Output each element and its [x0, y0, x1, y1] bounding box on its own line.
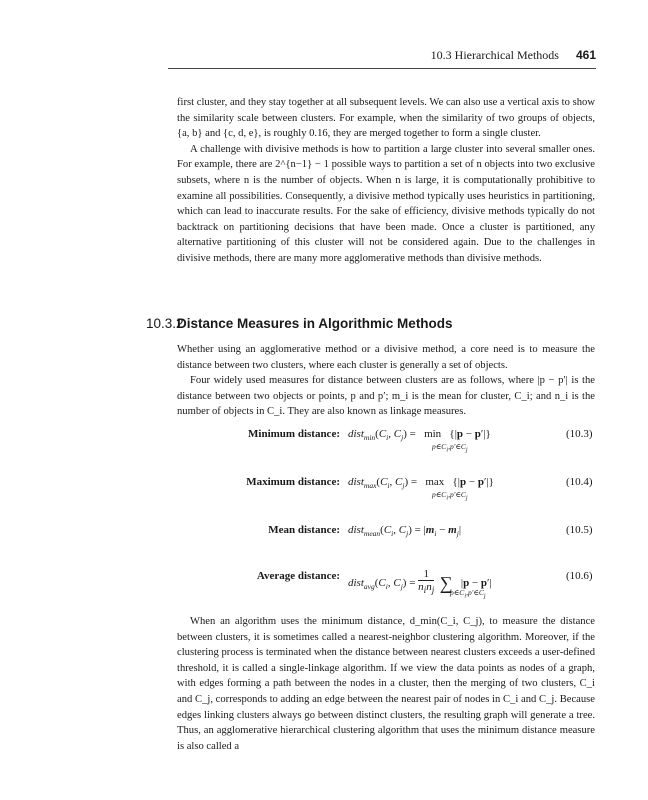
intro-text: [177, 95, 595, 267]
paragraph-3: Whether using an agglomerative method or a divisive method, a core need is to measure the distance between two clusters, where each cluster is generally a set of objects.: [177, 344, 595, 371]
header-section: 10.3 Hierarchical Methods: [430, 48, 559, 62]
section-number: 10.3.2: [146, 316, 184, 331]
paragraph-2: A challenge with divisive methods is how to partition a large cluster into several smaller ones. For example, there are 2^{n−1} − 1 possible ways to partition a set of n objects into two exclusive subsets, where n is the number of objects. When n is large, it is computationally prohibitive to examine all possibilities. Consequently, a divisive method typically uses heuristics in partitioning, which can lead to inaccurate results. For the sake of efficiency, divisive methods typically do not backtrack on partitioning decisions that have been made. Once a cluster is partitioned, any alternative partitioning of this cluster will not be considered again. Due to the challenges in divisive methods, there are many more agglomerative methods than divisive methods.: [177, 143, 595, 264]
eq-label-mean: Mean distance:: [268, 524, 340, 536]
eq-label-min: Minimum distance:: [248, 428, 340, 440]
section-title: Distance Measures in Algorithmic Methods: [177, 316, 453, 331]
eq-formula-min: $dist_{min}(C_i$, $C_j) = \min \{|p - p'|\}$ $p\in C_i,p'\in C_j$: [348, 428, 491, 454]
eq-label-max: Maximum distance:: [246, 476, 340, 488]
section-text: [177, 342, 595, 420]
page-number: 461: [575, 48, 596, 62]
paragraph-1: first cluster, and they stay together at all subsequent levels. We can also use a vertical axis to show the similarity scale between clusters. For example, when the similarity of two groups of objects, {a, b} and {c, d, e}, is roughly 0.16, they are merged together to form a single cluster.: [177, 97, 595, 140]
eq-formula-mean: $dist_{mean}(C_i$, $C_j) = |m_i - m_j|$: [348, 524, 462, 538]
eq-number-max: (10.4): [566, 476, 593, 488]
closing-text: [177, 614, 595, 754]
eq-formula-avg: $dist_{avg}(C_i$, $C_j$) = 1 $n_in_j$ ∑ |p − p′| $p\in C_i,p'\in C_j$: [348, 568, 492, 600]
running-header: [431, 48, 596, 63]
header-rule: [168, 68, 596, 69]
eq-number-mean: (10.5): [566, 524, 593, 536]
eq-label-avg: Average distance:: [256, 570, 340, 582]
eq-number-min: (10.3): [566, 428, 593, 440]
paragraph-5: When an algorithm uses the minimum distance, d_min(C_i, C_j), to measure the distance between clusters, it is sometimes called a nearest-neighbor clustering algorithm. Moreover, if the clustering process is terminated when the distance between nearest clusters exceeds a user-defined threshold, it is called a single-linkage algorithm. If we view the data points as nodes of a graph, with edges forming a path between the nodes in a cluster, then the merging of two clusters, C_i and C_j, corresponds to adding an edge between the nearest pair of nodes in C_i and C_j. Because edges linking clusters always go between distinct clusters, the resulting graph will generate a tree. Thus, an agglomerative hierarchical clustering algorithm that uses the minimum distance measure is also called a: [177, 616, 595, 752]
paragraph-4: Four widely used measures for distance between clusters are as follows, where |p − p′| is the distance between two objects or points, p and p′; m_i is the mean for cluster, C_i; and n_i is the number of objects in C_i. They are also known as linkage measures.: [177, 375, 595, 418]
eq-formula-max: $dist_{max}(C_i$, $C_j) = \max \{|p - p'|\}$ $p\in C_i,p'\in C_j$: [348, 476, 494, 502]
eq-number-avg: (10.6): [566, 570, 593, 582]
